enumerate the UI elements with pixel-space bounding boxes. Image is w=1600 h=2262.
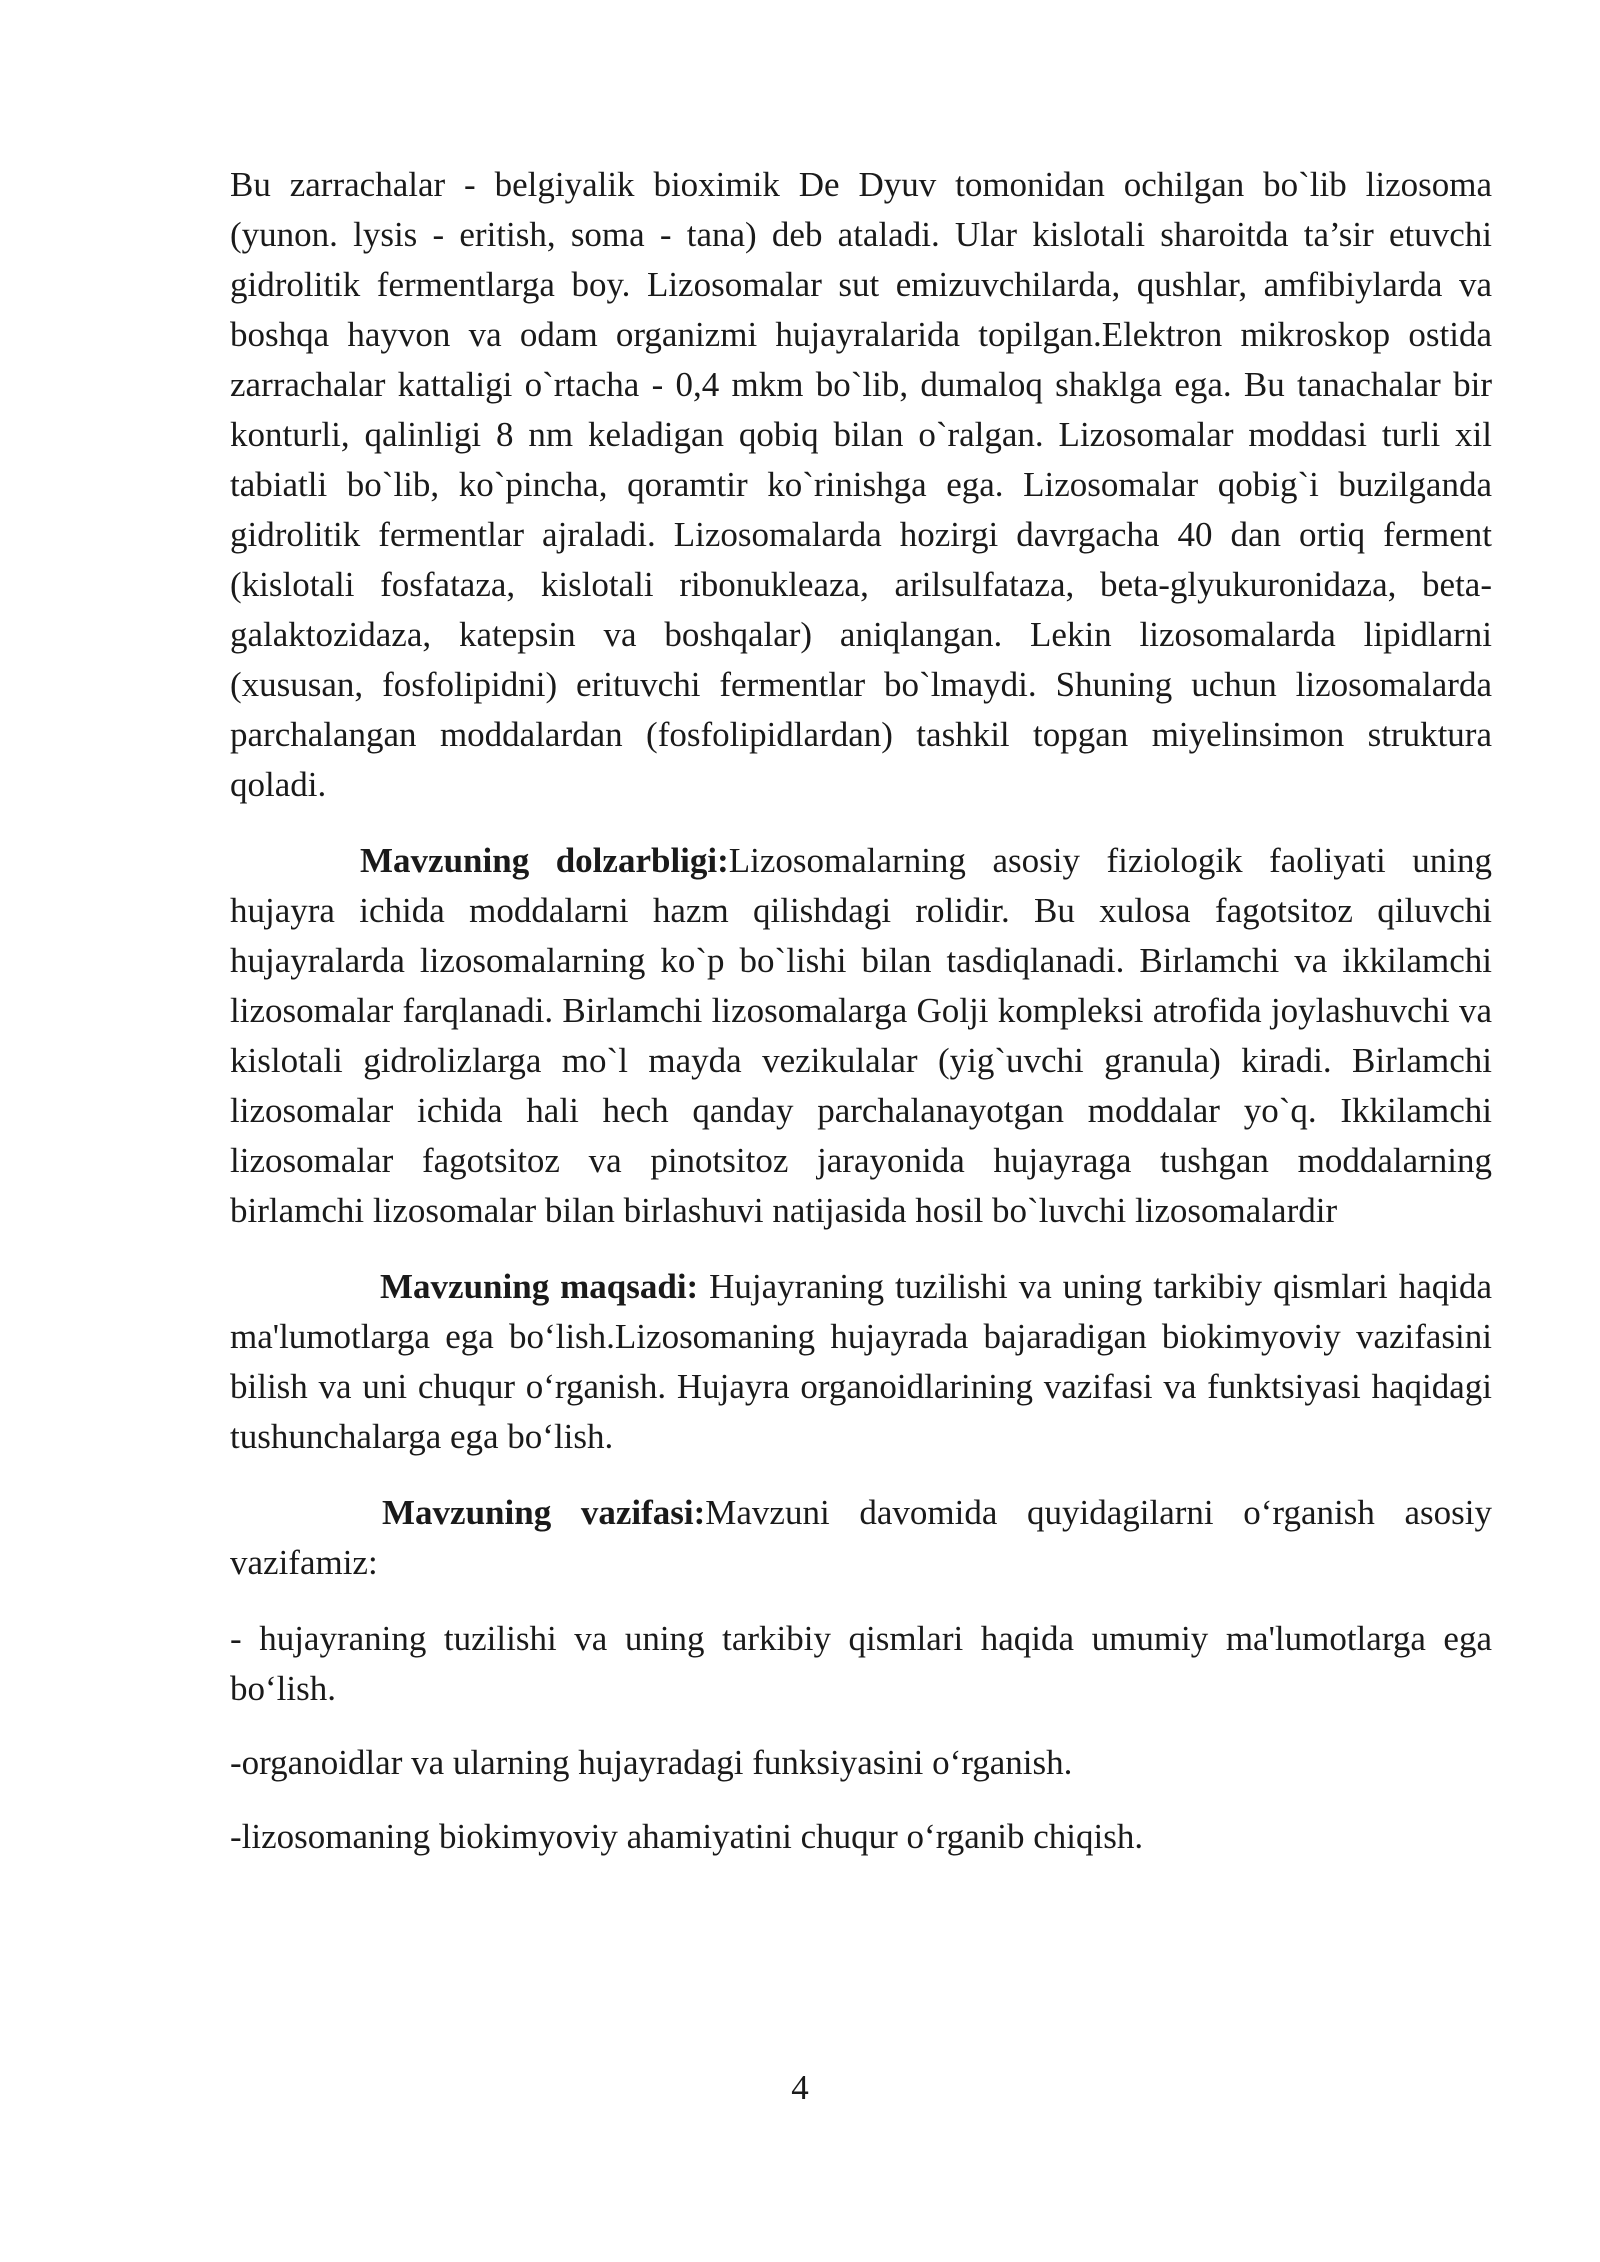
- vazifasi-paragraph: [230, 1488, 1492, 1588]
- maqsadi-heading: Mavzuning maqsadi:: [380, 1267, 699, 1306]
- dolzarbligi-text: Lizosomalarning asosiy fiziologik faoliyati uning hujayra ichida moddalarni hazm qilishdagi rolidir. Bu xulosa fagotsitoz qiluvchi hujayralarda lizosomalarning ko`p bo`lishi bilan tasdiqlanadi. Birlamchi va ikkilamchi lizosomalar farqlanadi. Birlamchi lizosomalarga Golji kompleksi atrofida joylashuvchi va kislotali gidrolizlarga mo`l mayda vezikulalar (yig`uvchi granula) kiradi. Birlamchi lizosomalar ichida hali hech qanday parchalanayotgan moddalar yo`q. Ikkilamchi lizosomalar fagotsitoz va pinotsitoz jarayonida hujayraga tushgan moddalarning birlamchi lizosomalar bilan birlashuvi natijasida hosil bo`luvchi lizosomalardir: [230, 841, 1492, 1230]
- list-item: - hujayraning tuzilishi va uning tarkibiy qismlari haqida umumiy ma'lumotlarga ega bo‘lish.: [230, 1619, 1492, 1708]
- page-number: 4: [791, 2068, 809, 2107]
- maqsadi-paragraph: [230, 1262, 1492, 1462]
- maqsadi-text: Hujayraning tuzilishi va uning tarkibiy qismlari haqida ma'lumotlarga ega bo‘lish.Lizosomaning hujayrada bajaradigan biokimyoviy vazifasini bilish va uni chuqur o‘rganish. Hujayra organoidlarining vazifasi va funktsiyasi haqidagi tushunchalarga ega bo‘lish.: [230, 1267, 1492, 1456]
- intro-paragraph: Bu zarrachalar - belgiyalik bioximik De Dyuv tomonidan ochilgan bo`lib lizosoma (yunon. lysis - eritish, soma - tana) deb ataladi. Ular kislotali sharoitda ta’sir etuvchi gidrolitik fermentlarga boy. Lizosomalar sut emizuvchilarda, qushlar, amfibiylarda va boshqa hayvon va odam organizmi hujayralarida topilgan.Elektron mikroskop ostida zarrachalar kattaligi o`rtacha - 0,4 mkm bo`lib, dumaloq shaklga ega. Bu tanachalar bir konturli, qalinligi 8 nm keladigan qobiq bilan o`ralgan. Lizosomalar moddasi turli xil tabiatli bo`lib, ko`pincha, qoramtir ko`rinishga ega. Lizosomalar qobig`i buzilganda gidrolitik fermentlar ajraladi. Lizosomalarda hozirgi davrgacha 40 dan ortiq ferment (kislotali fosfataza, kislotali ribonukleaza, arilsulfataza, beta-glyukuronidaza, beta-galaktozidaza, katepsin va boshqalar) aniqlangan. Lekin lizosomalarda lipidlarni (xususan, fosfolipidni) erituvchi fermentlar bo`lmaydi. Shuning uchun lizosomalarda parchalangan moddalardan (fosfolipidlardan) tashkil topgan miyelinsimon struktura qoladi.: [230, 165, 1492, 804]
- list-item: -lizosomaning biokimyoviy ahamiyatini chuqur o‘rganib chiqish.: [230, 1817, 1144, 1856]
- dolzarbligi-paragraph: [230, 836, 1492, 1236]
- list-item: -organoidlar va ularning hujayradagi funksiyasini o‘rganish.: [230, 1743, 1073, 1782]
- vazifasi-text: Mavzuni davomida quyidagilarni o‘rganish asosiy vazifamiz:: [230, 1493, 1492, 1582]
- document-page: [230, 160, 1492, 1886]
- dolzarbligi-heading: Mavzuning dolzarbligi:: [360, 841, 729, 880]
- vazifasi-heading: Mavzuning vazifasi:: [382, 1493, 706, 1532]
